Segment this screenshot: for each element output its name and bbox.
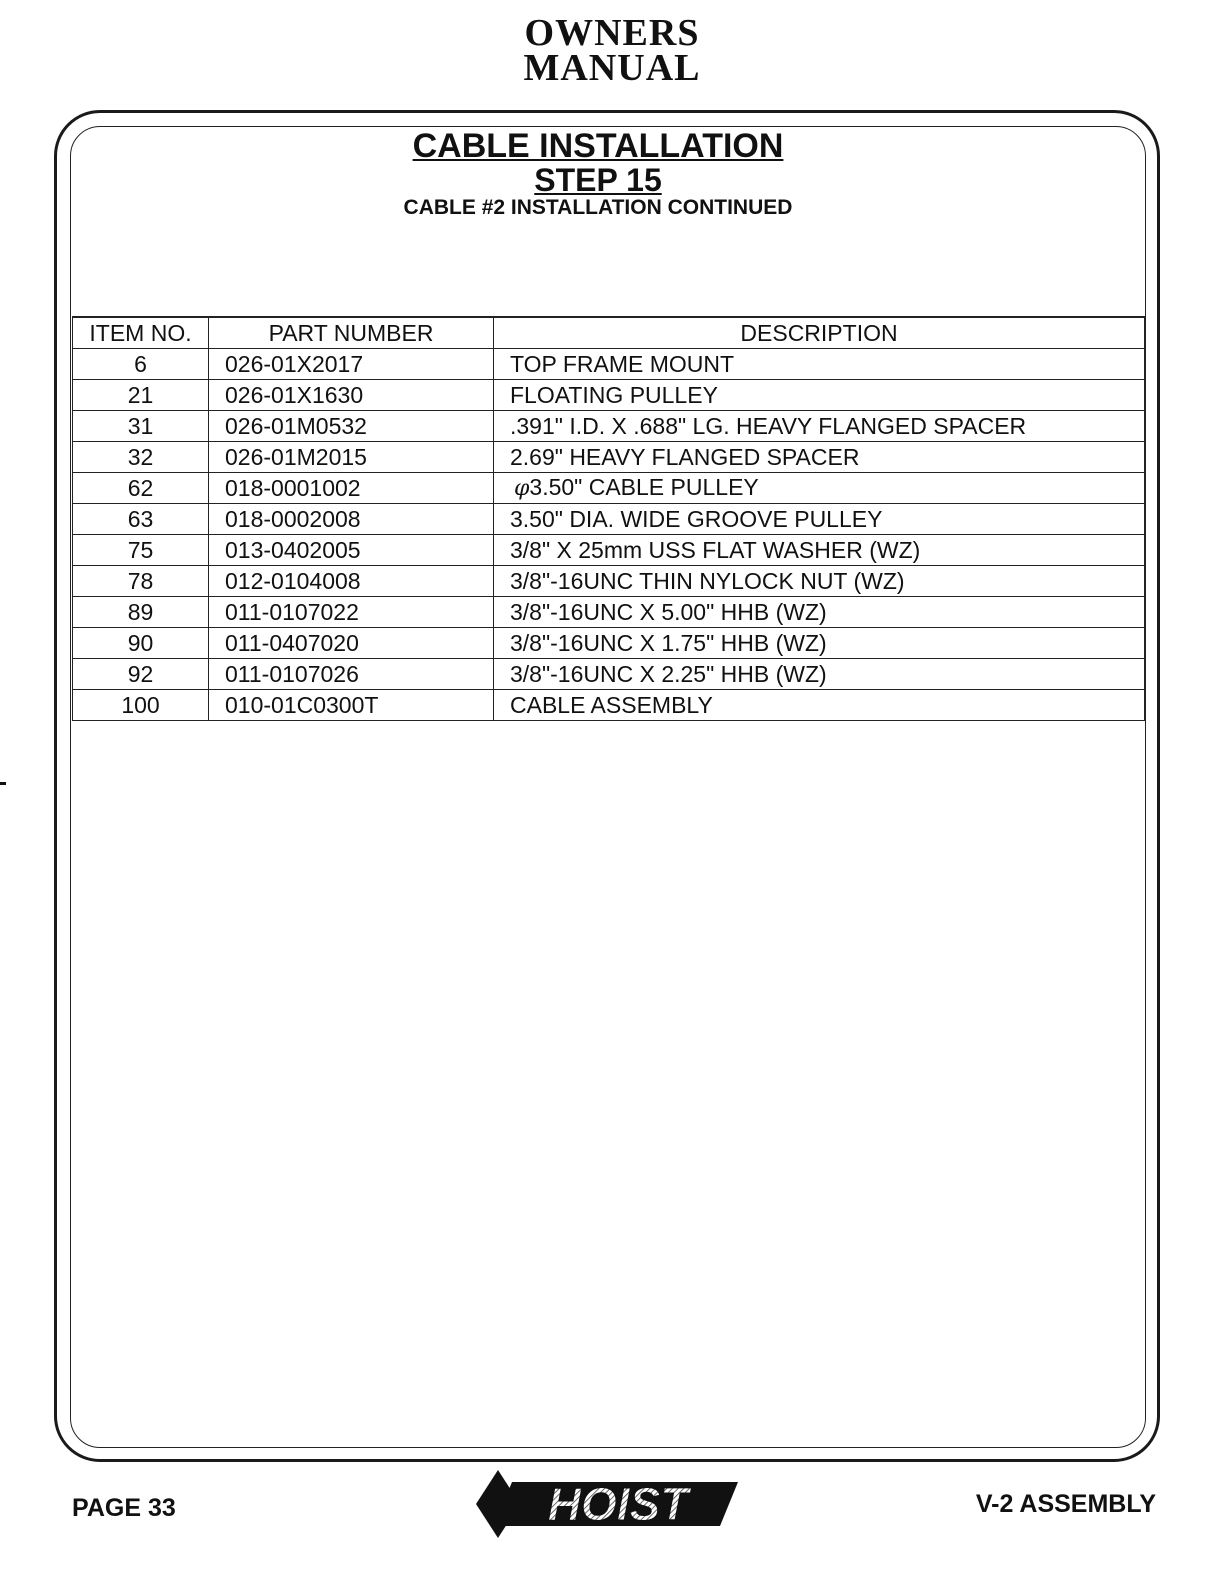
manual-title-line2: MANUAL bbox=[523, 47, 701, 89]
description-text: 3.50" CABLE PULLEY bbox=[529, 474, 759, 500]
table-row bbox=[73, 349, 1145, 380]
item-number-cell: 90 bbox=[73, 628, 209, 659]
table-row bbox=[73, 535, 1145, 566]
item-number-cell: 89 bbox=[73, 597, 209, 628]
manual-title-line1: OWNERS bbox=[524, 12, 700, 54]
part-number-cell: 026-01X2017 bbox=[209, 349, 494, 380]
step-title: STEP 15 bbox=[534, 162, 662, 198]
item-number-cell: 31 bbox=[73, 411, 209, 442]
assembly-label: V-2 ASSEMBLY bbox=[975, 1490, 1156, 1518]
description-cell: .391" I.D. X .688" LG. HEAVY FLANGED SPACER bbox=[494, 411, 1145, 442]
part-number-cell: 026-01M2015 bbox=[209, 442, 494, 473]
table-row bbox=[73, 380, 1145, 411]
part-number-cell: 013-0402005 bbox=[209, 535, 494, 566]
column-header-item-no: ITEM NO. bbox=[73, 317, 209, 349]
section-subtitle: CABLE #2 INSTALLATION CONTINUED bbox=[403, 196, 793, 219]
table-row bbox=[73, 690, 1145, 721]
table-row bbox=[73, 597, 1145, 628]
part-number-cell: 010-01C0300T bbox=[209, 690, 494, 721]
description-cell: TOP FRAME MOUNT bbox=[494, 349, 1145, 380]
description-cell: 3/8"-16UNC X 2.25" HHB (WZ) bbox=[494, 659, 1145, 690]
item-number-cell: 32 bbox=[73, 442, 209, 473]
table-row bbox=[73, 504, 1145, 535]
description-cell bbox=[494, 473, 1145, 504]
description-cell: 3/8"-16UNC X 5.00" HHB (WZ) bbox=[494, 597, 1145, 628]
column-header-description: DESCRIPTION bbox=[494, 317, 1145, 349]
table-row bbox=[73, 566, 1145, 597]
description-cell: 3/8"-16UNC THIN NYLOCK NUT (WZ) bbox=[494, 566, 1145, 597]
part-number-cell: 026-01M0532 bbox=[209, 411, 494, 442]
item-number-cell: 6 bbox=[73, 349, 209, 380]
description-cell: FLOATING PULLEY bbox=[494, 380, 1145, 411]
description-cell: CABLE ASSEMBLY bbox=[494, 690, 1145, 721]
description-cell: 3.50" DIA. WIDE GROOVE PULLEY bbox=[494, 504, 1145, 535]
description-cell: 2.69" HEAVY FLANGED SPACER bbox=[494, 442, 1145, 473]
item-number-cell: 63 bbox=[73, 504, 209, 535]
margin-mark bbox=[0, 782, 6, 785]
part-number-cell: 012-0104008 bbox=[209, 566, 494, 597]
part-number-cell: 011-0107026 bbox=[209, 659, 494, 690]
part-number-cell: 026-01X1630 bbox=[209, 380, 494, 411]
part-number-cell: 018-0002008 bbox=[209, 504, 494, 535]
item-number-cell: 62 bbox=[73, 473, 209, 504]
description-cell: 3/8"-16UNC X 1.75" HHB (WZ) bbox=[494, 628, 1145, 659]
part-number-cell: 011-0407020 bbox=[209, 628, 494, 659]
item-number-cell: 100 bbox=[73, 690, 209, 721]
hoist-logo bbox=[468, 1466, 748, 1542]
parts-table bbox=[72, 316, 1145, 721]
diameter-symbol-icon: φ bbox=[514, 476, 530, 501]
table-row bbox=[73, 442, 1145, 473]
part-number-cell: 011-0107022 bbox=[209, 597, 494, 628]
section-title: CABLE INSTALLATION bbox=[412, 127, 784, 165]
page-number: PAGE 33 bbox=[72, 1494, 176, 1522]
hoist-logo-text: HOIST bbox=[547, 1478, 689, 1530]
table-header-row bbox=[73, 317, 1145, 349]
manual-title bbox=[0, 12, 1224, 89]
table-row bbox=[73, 473, 1145, 504]
item-number-cell: 92 bbox=[73, 659, 209, 690]
item-number-cell: 75 bbox=[73, 535, 209, 566]
item-number-cell: 21 bbox=[73, 380, 209, 411]
table-row bbox=[73, 659, 1145, 690]
description-cell: 3/8" X 25mm USS FLAT WASHER (WZ) bbox=[494, 535, 1145, 566]
item-number-cell: 78 bbox=[73, 566, 209, 597]
table-row bbox=[73, 411, 1145, 442]
column-header-part-number: PART NUMBER bbox=[209, 317, 494, 349]
part-number-cell: 018-0001002 bbox=[209, 473, 494, 504]
table-row bbox=[73, 628, 1145, 659]
